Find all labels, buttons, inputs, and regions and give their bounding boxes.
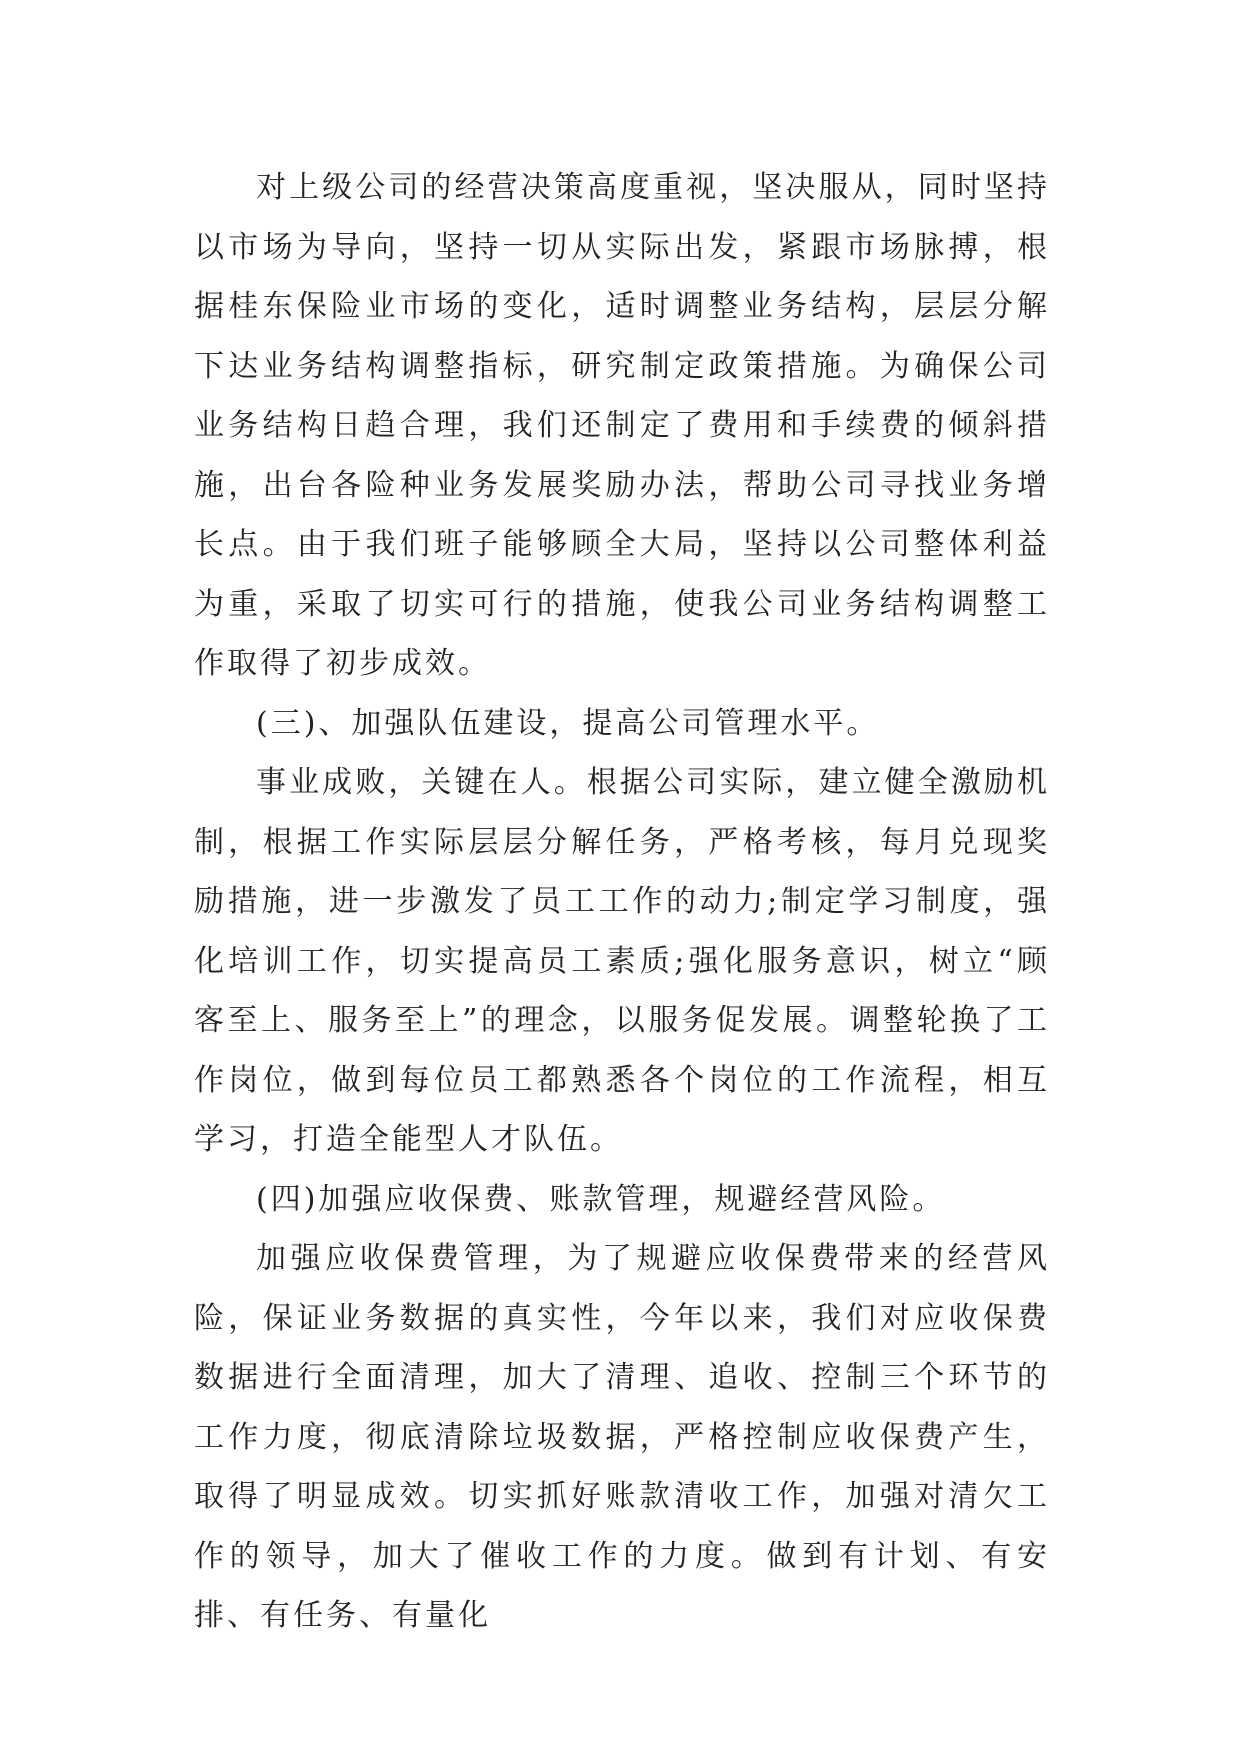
paragraph-business-structure: 对上级公司的经营决策高度重视，坚决服从，同时坚持以市场为导向，坚持一切从实际出发，紧跟市场脉搏，根据桂东保险业市场的变化，适时调整业务结构，层层分解下达业务结构调整指标，研究制定政策措施。为确保公司业务结构日趋合理，我们还制定了费用和手续费的倾斜措施，出台各险种业务发展奖励办法，帮助公司寻找业务增长点。由于我们班子能够顾全大局，坚持以公司整体利益为重，采取了切实可行的措施，使我公司业务结构调整工作取得了初步成效。 — [194, 170, 1050, 681]
section-heading-receivables: (四)加强应收保费、账款管理，规避经营风险。 — [256, 1181, 946, 1217]
section-heading-team-building: (三)、加强队伍建设，提高公司管理水平。 — [256, 705, 880, 741]
paragraph-team-building: 事业成败，关键在人。根据公司实际，建立健全激励机制，根据工作实际层层分解任务，严格考核，每月兑现奖励措施，进一步激发了员工工作的动力;制定学习制度，强化培训工作，切实提高员工素质;强化服务意识，树立“顾客至上、服务至上”的理念，以服务促发展。调整轮换了工作岗位，做到每位员工都熟悉各个岗位的工作流程，相互学习，打造全能型人才队伍。 — [194, 765, 1050, 1157]
paragraph-receivables: 加强应收保费管理，为了规避应收保费带来的经营风险，保证业务数据的真实性，今年以来，我们对应收保费数据进行全面清理，加大了清理、追收、控制三个环节的工作力度，彻底清除垃圾数据，严格控制应收保费产生，取得了明显成效。切实抓好账款清收工作，加强对清欠工作的领导，加大了催收工作的力度。做到有计划、有安排、有任务、有量化 — [194, 1241, 1050, 1633]
document-body — [194, 158, 1050, 1646]
